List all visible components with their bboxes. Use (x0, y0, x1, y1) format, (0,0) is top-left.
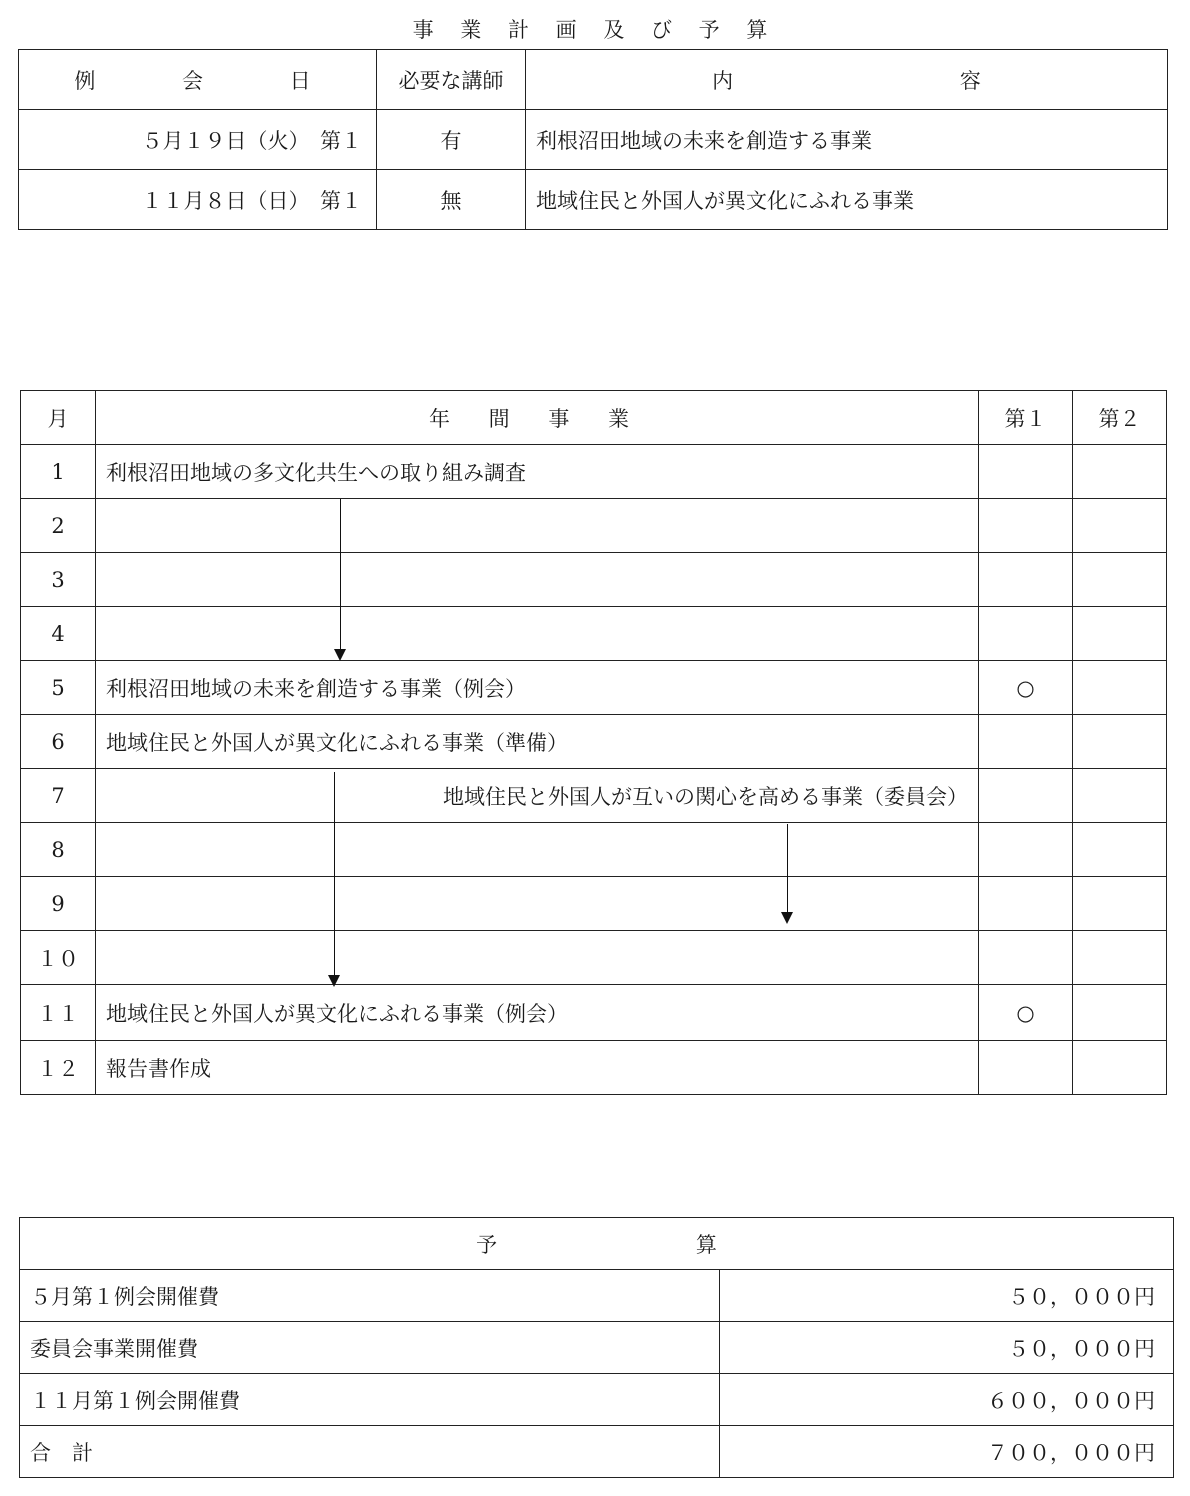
annual-row (21, 877, 1167, 931)
row-month: 5 (21, 661, 96, 715)
meeting-row (19, 170, 1168, 230)
row-month: 4 (21, 607, 96, 661)
row-first-mark (979, 715, 1073, 769)
meeting-row (19, 110, 1168, 170)
row-first-mark: ○ (979, 661, 1073, 715)
row-month: 9 (21, 877, 96, 931)
down-arrow-icon (334, 772, 335, 975)
annual-row (21, 499, 1167, 553)
row-month: 6 (21, 715, 96, 769)
row-second-mark (1073, 985, 1167, 1041)
row-first-mark (979, 499, 1073, 553)
header-second: 第２ (1073, 391, 1167, 445)
row-first-mark (979, 1041, 1073, 1095)
row-month: 8 (21, 823, 96, 877)
annual-events-table (20, 390, 1167, 1095)
meeting-date: ５月１９日（火） 第１ (19, 110, 377, 170)
row-event (96, 823, 979, 877)
budget-row (20, 1270, 1174, 1322)
row-event (96, 877, 979, 931)
annual-row (21, 553, 1167, 607)
annual-row (21, 931, 1167, 985)
annual-row (21, 769, 1167, 823)
row-second-mark (1073, 769, 1167, 823)
row-event: 利根沼田地域の多文化共生への取り組み調査 (96, 445, 979, 499)
row-month: 3 (21, 553, 96, 607)
row-second-mark (1073, 1041, 1167, 1095)
meeting-header-row (19, 50, 1168, 110)
down-arrow-icon (787, 824, 788, 912)
header-budget: 予 算 (20, 1218, 1174, 1270)
annual-row (21, 445, 1167, 499)
row-first-mark (979, 823, 1073, 877)
row-first-mark (979, 445, 1073, 499)
down-arrow-icon (340, 499, 341, 649)
header-first: 第１ (979, 391, 1073, 445)
row-month: １０ (21, 931, 96, 985)
row-second-mark (1073, 823, 1167, 877)
row-first-mark: ○ (979, 985, 1073, 1041)
row-second-mark (1073, 661, 1167, 715)
row-first-mark (979, 607, 1073, 661)
budget-amount: ５０，０００円 (720, 1270, 1174, 1322)
budget-label: ５月第１例会開催費 (20, 1270, 720, 1322)
row-event: 報告書作成 (96, 1041, 979, 1095)
budget-total-amount: ７００，０００円 (720, 1426, 1174, 1478)
budget-label: １１月第１例会開催費 (20, 1374, 720, 1426)
budget-amount: ５０，０００円 (720, 1322, 1174, 1374)
document-title: 事 業 計 画 及 び 予 算 (412, 18, 778, 42)
row-month: 1 (21, 445, 96, 499)
row-second-mark (1073, 553, 1167, 607)
row-event-text: 地域住民と外国人が互いの関心を高める事業（委員会） (443, 784, 968, 809)
budget-row (20, 1322, 1174, 1374)
meeting-instructor: 有 (377, 110, 526, 170)
annual-row (21, 715, 1167, 769)
budget-header-row (20, 1218, 1174, 1270)
budget-amount: ６００，０００円 (720, 1374, 1174, 1426)
row-event (96, 553, 979, 607)
annual-row (21, 607, 1167, 661)
meeting-content: 地域住民と外国人が異文化にふれる事業 (526, 170, 1168, 230)
row-event (96, 607, 979, 661)
budget-label: 委員会事業開催費 (20, 1322, 720, 1374)
header-instructor: 必要な講師 (377, 50, 526, 110)
row-first-mark (979, 769, 1073, 823)
annual-row (21, 823, 1167, 877)
meeting-date: １１月８日（日） 第１ (19, 170, 377, 230)
budget-total-row (20, 1426, 1174, 1478)
annual-row (21, 1041, 1167, 1095)
row-event: 地域住民と外国人が異文化にふれる事業（例会） (96, 985, 979, 1041)
row-month: １１ (21, 985, 96, 1041)
row-month: 2 (21, 499, 96, 553)
annual-row (21, 985, 1167, 1041)
row-second-mark (1073, 499, 1167, 553)
budget-total-label: 合 計 (20, 1426, 720, 1478)
meeting-content: 利根沼田地域の未来を創造する事業 (526, 110, 1168, 170)
row-event (96, 499, 979, 553)
header-month: 月 (21, 391, 96, 445)
row-second-mark (1073, 715, 1167, 769)
row-event (96, 931, 979, 985)
header-content: 内 容 (526, 50, 1168, 110)
header-annual-event: 年 間 事 業 (96, 391, 979, 445)
header-meeting-date: 例 会 日 (19, 50, 377, 110)
row-first-mark (979, 931, 1073, 985)
row-first-mark (979, 553, 1073, 607)
row-month: 7 (21, 769, 96, 823)
row-first-mark (979, 877, 1073, 931)
row-month: １２ (21, 1041, 96, 1095)
annual-row (21, 661, 1167, 715)
row-second-mark (1073, 877, 1167, 931)
row-event: 地域住民と外国人が異文化にふれる事業（準備） (96, 715, 979, 769)
row-second-mark (1073, 607, 1167, 661)
row-event (96, 769, 979, 823)
meeting-instructor: 無 (377, 170, 526, 230)
row-second-mark (1073, 445, 1167, 499)
budget-table (19, 1217, 1174, 1478)
annual-header-row (21, 391, 1167, 445)
row-second-mark (1073, 931, 1167, 985)
budget-row (20, 1374, 1174, 1426)
meeting-schedule-table (18, 49, 1168, 230)
row-event: 利根沼田地域の未来を創造する事業（例会） (96, 661, 979, 715)
